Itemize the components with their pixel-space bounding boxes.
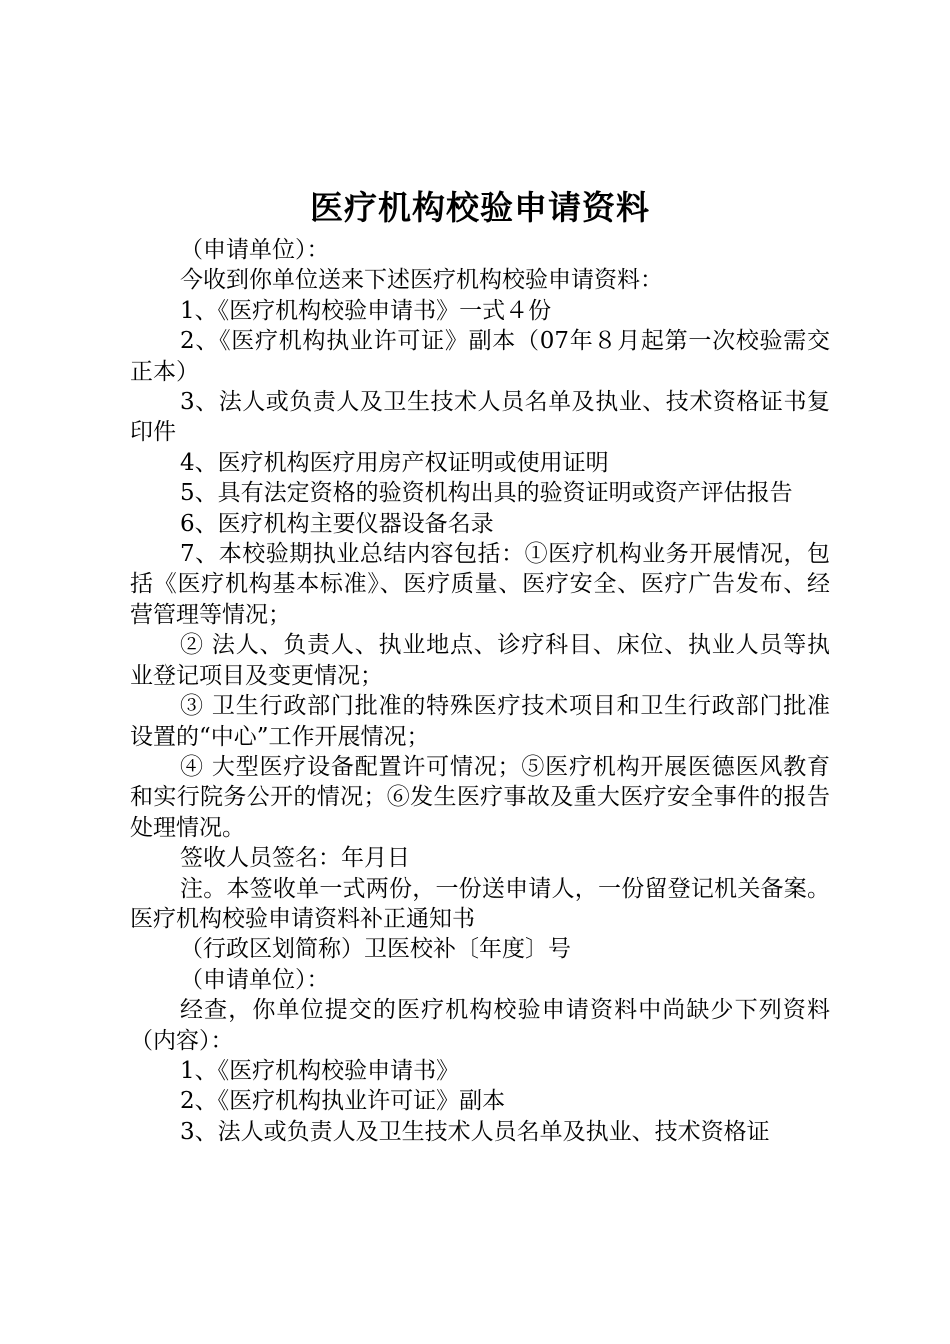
paragraph-missing-1: 1、《医疗机构校验申请书》 bbox=[180, 1057, 460, 1084]
paragraph-applicant: （申请单位）： bbox=[180, 237, 330, 263]
paragraph-signature: 签收人员签名：年月日 bbox=[180, 845, 410, 872]
paragraph-subitem-2: ② 法人、负责人、执业地点、诊疗科目、床位、执业人员等执业登记项目及变更情况； bbox=[130, 632, 830, 689]
paragraph-subitem-3: ③ 卫生行政部门批准的特殊医疗技术项目和卫生行政部门批准设置的“中心”工作开展情况； bbox=[130, 693, 830, 750]
paragraph-item-5: 5、具有法定资格的验资机构出具的验资证明或资产评估报告 bbox=[180, 480, 793, 507]
paragraph-subitem-4-6: ④ 大型医疗设备配置许可情况；⑤医疗机构开展医德医风教育和实行院务公开的情况；⑥发生医疗事故及重大医疗安全事件的报告处理情况。 bbox=[130, 753, 830, 841]
paragraph-item-7: 7、本校验期执业总结内容包括：①医疗机构业务开展情况，包括《医疗机构基本标准》、医疗质量、医疗安全、医疗广告发布、经营管理等情况； bbox=[130, 541, 830, 628]
paragraph-applicant-2: （申请单位）： bbox=[180, 966, 330, 993]
paragraph-note: 注。本签收单一式两份，一份送申请人，一份留登记机关备案。医疗机构校验申请资料补正通知书 bbox=[130, 875, 830, 932]
paragraph-missing-intro: 经查，你单位提交的医疗机构校验申请资料中尚缺少下列资料（内容）： bbox=[130, 997, 830, 1054]
document-title: 医疗机构校验申请资料 bbox=[310, 188, 650, 227]
paragraph-item-2: 2、《医疗机构执业许可证》副本（07年８月起第一次校验需交正本） bbox=[130, 328, 830, 385]
paragraph-missing-3: 3、法人或负责人及卫生技术人员名单及执业、技术资格证 bbox=[180, 1118, 770, 1145]
paragraph-item-1: 1、《医疗机构校验申请书》一式４份 bbox=[180, 297, 552, 324]
paragraph-receipt: 今收到你单位送来下述医疗机构校验申请资料： bbox=[180, 267, 663, 294]
document-body bbox=[130, 235, 830, 1147]
paragraph-missing-2: 2、《医疗机构执业许可证》副本 bbox=[180, 1088, 506, 1115]
paragraph-item-6: 6、医疗机构主要仪器设备名录 bbox=[180, 510, 494, 537]
paragraph-item-3: 3、法人或负责人及卫生技术人员名单及执业、技术资格证书复印件 bbox=[130, 389, 830, 446]
paragraph-doc-number: （行政区划简称）卫医校补〔年度〕号 bbox=[180, 936, 571, 963]
paragraph-item-4: 4、医疗机构医疗用房产权证明或使用证明 bbox=[180, 449, 609, 476]
